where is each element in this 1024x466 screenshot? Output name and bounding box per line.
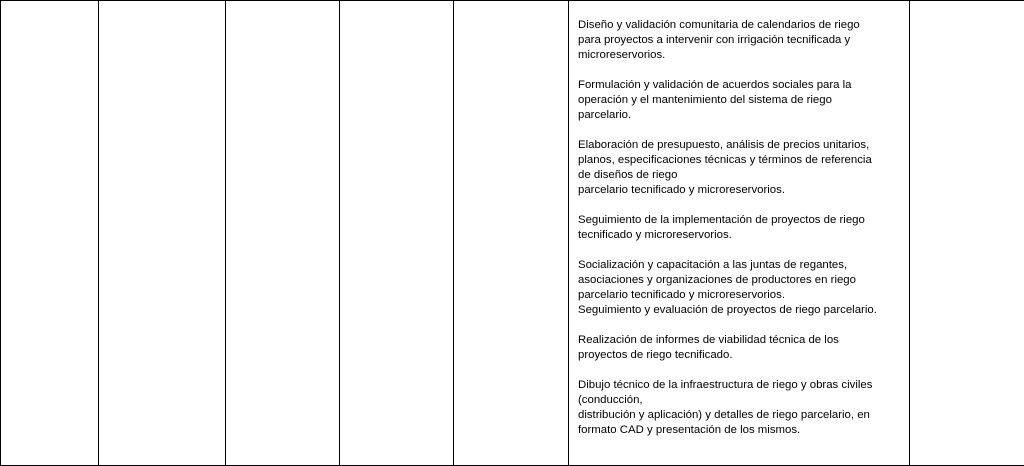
text-line: Realización de informes de viabilidad técnica de los <box>578 334 839 346</box>
table-row <box>1 1 1024 466</box>
empty-cell-5 <box>454 1 569 466</box>
text-line: Dibujo técnico de la infraestructura de riego y obras civiles <box>578 379 873 391</box>
text-line: parcelario tecnificado y microreservorios. <box>578 289 786 301</box>
paragraph-informes <box>578 333 901 363</box>
text-line: parcelario tecnificado y microreservorios. <box>578 184 786 196</box>
text-line: de diseños de riego <box>578 169 678 181</box>
text-line: tecnificado y microreservorios. <box>578 229 732 241</box>
text-line: Seguimiento de la implementación de proyectos de riego <box>578 214 865 226</box>
text-line: (conducción, <box>578 394 643 406</box>
empty-cell-7 <box>910 1 1024 466</box>
empty-cell-1 <box>1 1 99 466</box>
text-line: planos, especificaciones técnicas y términos de referencia <box>578 154 872 166</box>
paragraph-dibujo <box>578 378 901 438</box>
paragraph-socializacion <box>578 258 901 318</box>
text-line: Socialización y capacitación a las juntas de regantes, <box>578 259 848 271</box>
text-line: para proyectos a intervenir con irrigación tecnificada y <box>578 34 851 46</box>
activities-cell <box>569 1 910 466</box>
paragraph-presupuesto <box>578 138 901 198</box>
text-line: Diseño y validación comunitaria de calendarios de riego <box>578 19 860 31</box>
text-line: asociaciones y organizaciones de productores en riego <box>578 274 856 286</box>
empty-cell-2 <box>99 1 226 466</box>
paragraph-acuerdos <box>578 78 901 123</box>
text-line: operación y el mantenimiento del sistema de riego <box>578 94 832 106</box>
paragraph-calendarios <box>578 18 901 63</box>
paragraph-seguimiento <box>578 213 901 243</box>
text-line: parcelario. <box>578 109 632 121</box>
empty-cell-4 <box>340 1 454 466</box>
text-line: Elaboración de presupuesto, análisis de precios unitarios, <box>578 139 870 151</box>
text-line: Seguimiento y evaluación de proyectos de riego parcelario. <box>578 304 877 316</box>
text-line: proyectos de riego tecnificado. <box>578 349 733 361</box>
text-line: microreservorios. <box>578 49 666 61</box>
text-line: Formulación y validación de acuerdos sociales para la <box>578 79 852 91</box>
empty-cell-3 <box>226 1 340 466</box>
text-line: distribución y aplicación) y detalles de riego parcelario, en <box>578 409 870 421</box>
text-line: formato CAD y presentación de los mismos. <box>578 424 801 436</box>
